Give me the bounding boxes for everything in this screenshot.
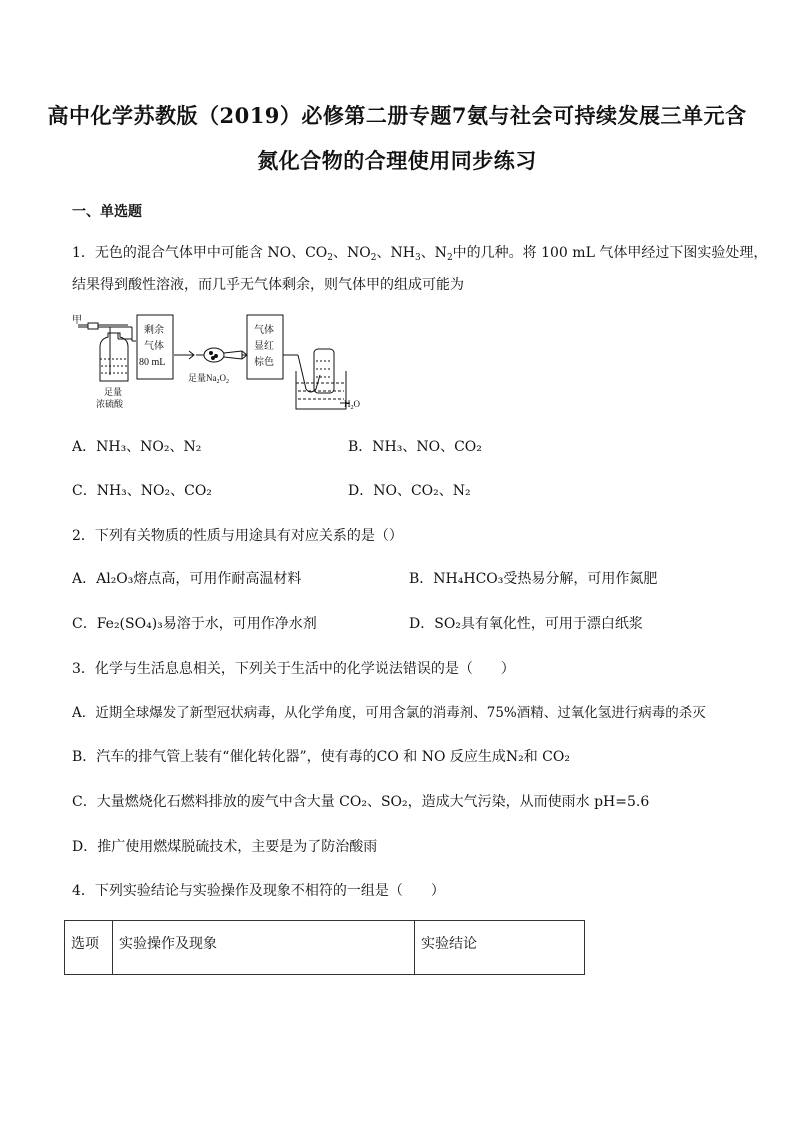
q2-option-c[interactable]: C．Fe₂(SO₄)₃易溶于水，可用作净水剂 [72,616,317,632]
q1-apparatus-diagram [70,311,360,415]
q1-option-b[interactable]: B．NH₃、NO、CO₂ [348,439,482,455]
box1-line-1: 剩余 [144,325,164,336]
q2-option-a[interactable]: A．Al₂O₃熔点高，可用作耐高温材料 [72,571,302,587]
q3-option-c[interactable]: C．大量燃烧化石燃料排放的废气中含大量 CO₂、SO₂，造成大气污染，从而使雨水 pH=5.6 [72,794,650,810]
table-header-conclusion: 实验结论 [415,921,585,975]
q3-option-d[interactable]: D．推广使用燃煤脱硫技术，主要是为了防治酸雨 [72,839,378,855]
q2-option-d[interactable]: D．SO₂具有氧化性，可用于漂白纸浆 [409,616,643,632]
inlet-label: 甲 [72,315,82,326]
q4-stem: 4．下列实验结论与实验操作及现象不相符的一组是（ ） [72,883,445,899]
table-row [65,921,585,975]
q1-stem-line-2: 结果得到酸性溶液，而几乎无气体剩余，则气体甲的组成可能为 [72,277,464,293]
q4-table [64,920,585,975]
q2-stem: 2．下列有关物质的性质与用途具有对应关系的是（） [72,528,403,544]
q1-option-c[interactable]: C．NH₃、NO₂、CO₂ [72,483,212,499]
q1-option-d[interactable]: D．NO、CO₂、N₂ [348,483,471,499]
water-label: $H_2O$ [344,399,360,411]
bottle-label-1: 足量 [104,387,123,397]
q3-stem: 3．化学与生活息息相关，下列关于生活中的化学说法错误的是（ ） [72,661,515,677]
tube-label: 足量$Na_2O_2$ [188,373,229,385]
q3-option-b[interactable]: B．汽车的排气管上装有“催化转化器”，使有毒的CO 和 NO 反应生成N₂和 CO₂ [72,749,570,765]
box1-line-3: 80 mL [139,357,166,368]
q1-stem-line-1: 1．无色的混合气体甲中可能含 NO、$CO_2$、$NO_2$、$NH_3$、$N_2$中的几种。将 100 mL 气体甲经过下图实验处理， [72,245,768,263]
box2-line-3: 棕色 [254,357,274,368]
document-title-line-1: 高中化学苏教版（2019）必修第二册专题7氨与社会可持续发展三单元含 [47,103,747,128]
table-header-operation: 实验操作及现象 [113,921,415,975]
box1-line-2: 气体 [144,341,164,352]
q3-option-a[interactable]: A．近期全球爆发了新型冠状病毒，从化学角度，可用含氯的消毒剂、75%酒精、过氧化氢进行病毒的杀灭 [72,705,706,721]
q2-option-b[interactable]: B．NH₄HCO₃受热易分解，可用作氮肥 [409,571,658,587]
box2-line-2: 显红 [254,341,274,352]
box2-line-1: 气体 [254,325,274,336]
section-heading: 一、单选题 [72,204,142,220]
q1-option-a[interactable]: A．NH₃、NO₂、N₂ [72,439,202,455]
bottle-label-2: 浓硫酸 [96,399,124,409]
table-header-option: 选项 [65,921,113,975]
document-title-line-2: 氮化合物的合理使用同步练习 [257,148,537,173]
